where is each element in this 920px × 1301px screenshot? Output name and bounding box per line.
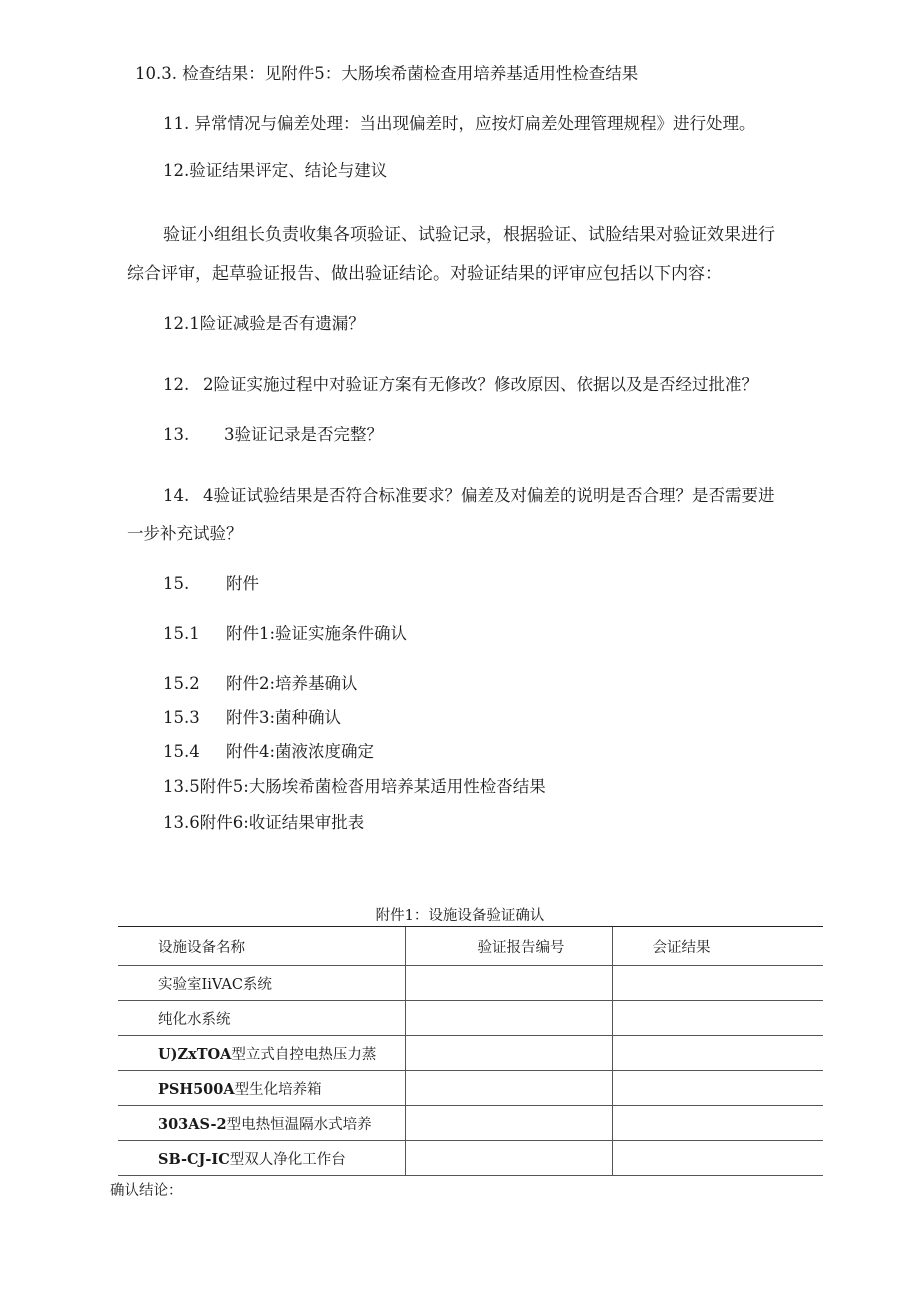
- line-12-2-number: 12.: [163, 375, 190, 394]
- confirmation-conclusion-label: 确认结论：: [110, 1183, 183, 1199]
- result-cell: [612, 1071, 823, 1106]
- header-report-number: 验证报告编号: [405, 927, 612, 966]
- header-equipment-name: 设施设备名称: [118, 927, 405, 966]
- report-number-cell: [405, 1001, 612, 1036]
- report-number-cell: [405, 1106, 612, 1141]
- line-11: 11. 异常情况与偏差处理：当出现偏差时，应按灯扁差处理管理规程》进行处理。: [163, 114, 756, 133]
- report-number-cell: [405, 1141, 612, 1176]
- line-15-3-number: 15.3: [163, 708, 200, 727]
- result-cell: [612, 1106, 823, 1141]
- line-15-1-number: 15.1: [163, 624, 200, 643]
- result-cell: [612, 966, 823, 1001]
- report-number-cell: [405, 966, 612, 1001]
- table-row: [118, 1001, 823, 1036]
- line-15-2-number: 15.2: [163, 674, 200, 693]
- table-row: [118, 1141, 823, 1176]
- line-15-2-text: 附件2:培养基确认: [226, 674, 358, 693]
- line-14-number: 14.: [163, 486, 190, 505]
- header-result: 会证结果: [612, 927, 823, 966]
- line-12-2-text: 2险证实施过程中对验证方案有无修改？修改原因、依据以及是否经过批准？: [203, 375, 758, 394]
- line-15-4: [163, 741, 374, 763]
- attachment-caption: 附件1：设施设备验证确认: [375, 908, 545, 924]
- report-number-cell: [405, 1071, 612, 1106]
- line-14-text: 4验证试验结果是否符合标准要求？偏差及对偏差的说明是否合理？是否需要进: [203, 486, 775, 505]
- equipment-name-cell: 实验室IiVAC系统: [118, 966, 405, 1001]
- equipment-name-cell: SB-CJ-IC型双人净化工作台: [118, 1141, 405, 1176]
- line-13-5: 13.5附件5:大肠埃希菌检沓用培养某适用性检沓结果: [163, 777, 546, 796]
- equipment-name-cell: 303AS-2型电热恒温隔水式培养: [118, 1106, 405, 1141]
- line-15-4-number: 15.4: [163, 742, 200, 761]
- result-cell: [612, 1001, 823, 1036]
- line-13-text: 3验证记录是否完整？: [224, 425, 383, 444]
- line-15-1-text: 附件1:验证实施条件确认: [226, 624, 408, 643]
- line-14-continuation: 一步补充试验？: [127, 524, 243, 543]
- line-13-number: 13.: [163, 425, 190, 444]
- line-15-3-text: 附件3:菌种确认: [226, 708, 342, 727]
- line-10-3: 10.3. 检查结果：见附件5：大肠埃希菌检查用培养基适用性检查结果: [135, 64, 639, 83]
- line-15: [163, 573, 259, 595]
- equipment-name-cell: 纯化水系统: [118, 1001, 405, 1036]
- table-row: [118, 1036, 823, 1071]
- line-15-1: [163, 623, 407, 645]
- line-12-2: [163, 374, 758, 396]
- result-cell: [612, 1036, 823, 1071]
- line-15-text: 附件: [226, 574, 259, 593]
- section-12-body-line-1: 验证小组组长负责收集各项验证、试验记录，根据验证、试脸结果对验证效果进行: [163, 225, 775, 245]
- line-14: [163, 485, 775, 507]
- report-number-cell: [405, 1036, 612, 1071]
- line-15-number: 15.: [163, 574, 190, 593]
- line-15-2: [163, 673, 358, 695]
- result-cell: [612, 1141, 823, 1176]
- section-12-body-line-2: 综合评审，起草验证报告、做出验证结论。对验证结果的评审应包括以下内容：: [127, 264, 722, 284]
- table-row: [118, 966, 823, 1001]
- line-15-4-text: 附件4:菌液浓度确定: [226, 742, 375, 761]
- line-12-1: 12.1险证减验是否有遗漏？: [163, 314, 365, 333]
- table-row: [118, 1106, 823, 1141]
- section-12-heading: 12.验证结果评定、结论与建议: [163, 161, 388, 180]
- equipment-name-cell: U)ZxTOA型立式自控电热压力蒸: [118, 1036, 405, 1071]
- line-13: [163, 424, 383, 446]
- table-row: [118, 1071, 823, 1106]
- line-13-6: 13.6附件6:收证结果审批表: [163, 813, 365, 832]
- table-header-row: [118, 927, 823, 966]
- facility-verification-table: [118, 926, 823, 1176]
- line-15-3: [163, 707, 341, 729]
- equipment-name-cell: PSH500A型生化培养箱: [118, 1071, 405, 1106]
